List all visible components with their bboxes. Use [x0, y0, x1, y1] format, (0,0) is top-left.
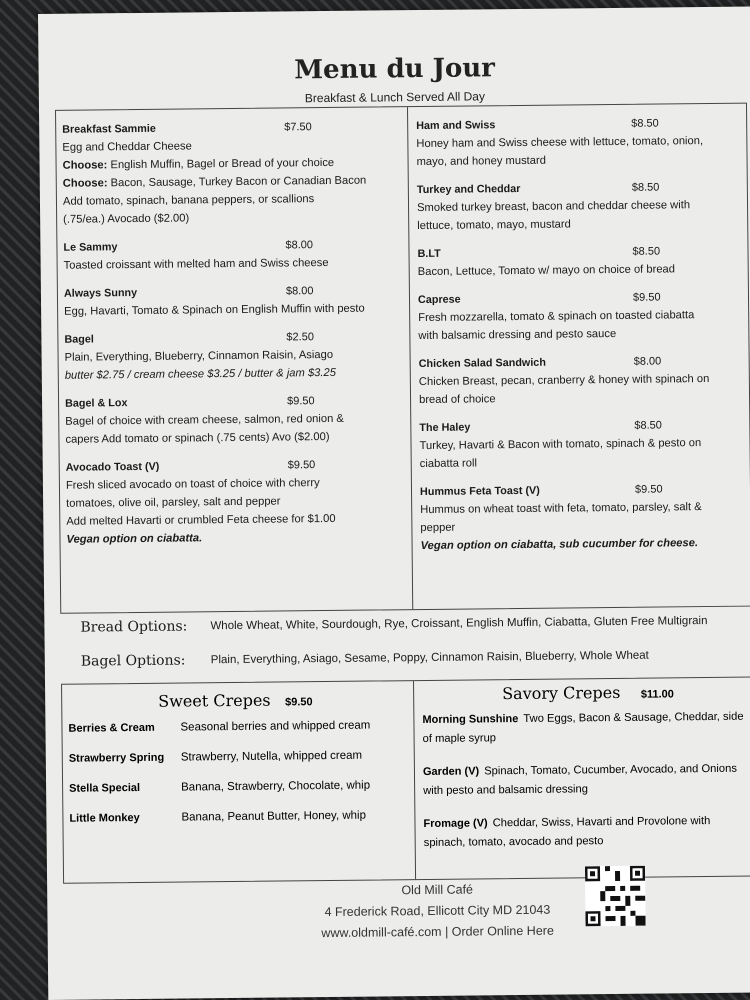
menu-item — [62, 117, 398, 229]
menu-item-name: The Haley — [419, 421, 471, 435]
sweet-crepes — [68, 689, 410, 843]
menu-item-description — [65, 363, 400, 385]
description-text: Egg and Cheddar Cheese — [62, 140, 192, 154]
sweet-crepe-item — [69, 779, 409, 795]
menu-item-description — [417, 214, 742, 235]
cafe-address: 4 Frederick Road, Ellicott City MD 21043 — [324, 902, 551, 920]
description-text: Vegan option on ciabatta, sub cucumber for cheese. — [420, 537, 699, 553]
menu-item-description — [63, 207, 398, 229]
menu-item-name: Hummus Feta Toast (V) — [419, 484, 540, 499]
menu-item — [418, 288, 744, 345]
crepe-name: Morning Sunshine — [422, 713, 519, 727]
description-text: mayo, and honey mustard — [416, 154, 546, 169]
menu-item — [65, 391, 401, 449]
savory-crepes — [422, 682, 749, 867]
menu-item-description — [420, 498, 745, 519]
description-text: Fresh mozzarella, tomato & spinach on toasted ciabatta — [418, 309, 695, 325]
menu-item-price: $9.50 — [634, 483, 663, 496]
menu-item-price: $2.50 — [286, 331, 314, 344]
description-text: butter $2.75 / cream cheese $3.25 / butter & jam $3.25 — [64, 366, 336, 382]
crepe-description: Banana, Peanut Butter, Honey, whip — [181, 809, 367, 824]
description-text: with balsamic dressing and pesto sauce — [418, 327, 617, 343]
menu-item — [63, 235, 398, 275]
menu-item-name: Ham and Swiss — [416, 119, 496, 133]
crepe-name: Berries & Cream — [68, 721, 155, 735]
menu-item-description — [420, 452, 745, 473]
left-column — [62, 117, 402, 558]
crepe-description: Spinach, Tomato, Cucumber, Avocado, and Onions with pesto and balsamic dressing — [423, 762, 737, 798]
menu-item-price: $9.50 — [632, 291, 661, 304]
crepe-name: Little Monkey — [69, 811, 140, 825]
menu-item-name: Bagel & Lox — [65, 397, 128, 410]
menu-item — [420, 480, 746, 555]
menu-item-price: $9.50 — [287, 395, 315, 408]
description-text: Choose: — [62, 159, 108, 172]
menu-item-description — [419, 434, 744, 455]
crepe-description: Strawberry, Nutella, whipped cream — [180, 749, 363, 764]
menu-item — [64, 327, 400, 385]
description-text: Add melted Havarti or crumbled Feta cheese for $1.00 — [66, 512, 336, 528]
menu-item-name: Always Sunny — [63, 286, 138, 300]
crepe-description: Banana, Strawberry, Chocolate, whip — [181, 779, 371, 794]
menu-item — [417, 242, 742, 281]
menu-item-name: Avocado Toast (V) — [65, 460, 160, 474]
menu-item-name: Chicken Salad Sandwich — [418, 356, 546, 371]
bagel-options-label: Bagel Options: — [80, 652, 186, 670]
menu-item-name: Le Sammy — [63, 241, 118, 254]
menu-item-description — [419, 370, 744, 391]
menu-item-price: $9.50 — [287, 459, 316, 472]
menu-item-price: $8.00 — [285, 239, 314, 252]
menu-item-name: Bagel — [64, 333, 94, 346]
sweet-crepe-item — [69, 749, 409, 765]
savory-crepes-title: Savory Crepes — [502, 682, 621, 704]
description-text: Plain, Everything, Blueberry, Cinnamon Raisin, Asiago — [64, 348, 334, 364]
description-text: Vegan option on ciabatta. — [66, 532, 203, 546]
description-text: pepper — [420, 521, 456, 535]
description-text: Smoked turkey breast, bacon and cheddar cheese with — [416, 199, 691, 215]
description-text: Fresh sliced avocado on toast of choice with cherry — [65, 477, 320, 492]
bagel-options-value: Plain, Everything, Asiago, Sesame, Poppy, Cinnamon Raisin, Blueberry, Whole Wheat — [210, 649, 649, 667]
menu-item — [419, 352, 745, 409]
crepe-name: Strawberry Spring — [68, 751, 165, 765]
sweet-crepes-title: Sweet Crepes — [158, 690, 271, 711]
menu-item — [66, 455, 402, 549]
description-text: Bacon, Sausage, Turkey Bacon or Canadian Bacon — [107, 174, 367, 190]
description-text: Egg, Havarti, Tomato & Spinach on English Muffin with pesto — [64, 302, 365, 318]
bread-options — [60, 613, 750, 636]
sweet-crepes-price: $9.50 — [285, 696, 313, 709]
menu-item-description — [66, 527, 401, 549]
menu-item-description — [420, 534, 745, 555]
bread-options-value: Whole Wheat, White, Sourdough, Rye, Croissant, English Muffin, Ciabatta, Gluten Free Multigrain — [210, 615, 708, 633]
cafe-name: Old Mill Café — [401, 882, 474, 898]
description-text: Choose: — [62, 177, 108, 190]
description-text: English Muffin, Bagel or Bread of your choice — [107, 156, 335, 172]
menu-item-description — [63, 171, 398, 193]
savory-crepe-item — [423, 760, 748, 801]
menu-item-description — [416, 132, 741, 153]
menu-item-name: Breakfast Sammie — [62, 122, 156, 136]
menu-item-description — [64, 299, 399, 321]
description-text: tomatoes, olive oil, parsley, salt and pepper — [66, 495, 281, 510]
menu-item — [417, 178, 743, 235]
menu-item-name: Caprese — [417, 293, 461, 307]
menu-item-price: $8.50 — [631, 181, 660, 194]
crepe-description: Seasonal berries and whipped cream — [180, 719, 371, 734]
description-text: lettuce, tomato, mayo, mustard — [417, 218, 571, 233]
cafe-website[interactable]: www.oldmill-café.com | Order Online Here — [321, 923, 554, 941]
menu-item — [64, 281, 399, 321]
description-text: Chicken Breast, pecan, cranberry & honey with spinach on — [418, 372, 710, 389]
menu-item-name: Turkey and Cheddar — [416, 182, 521, 197]
description-text: Hummus on wheat toast with feta, tomato, parsley, salt & — [420, 501, 702, 517]
description-text: Bacon, Lettuce, Tomato w/ mayo on choice of bread — [417, 263, 676, 279]
description-text: Add tomato, spinach, banana peppers, or scallions — [62, 193, 315, 208]
crepe-name: Fromage (V) — [423, 817, 488, 831]
menu-item-price: $8.00 — [285, 285, 314, 298]
crepes-box — [61, 677, 750, 884]
description-text: Bagel of choice with cream cheese, salmon, red onion & — [65, 412, 344, 428]
right-column — [416, 114, 746, 565]
menu-item-price: $8.50 — [632, 245, 661, 258]
description-text: Toasted croissant with melted ham and Swiss cheese — [63, 256, 329, 272]
savory-crepes-price: $11.00 — [640, 688, 674, 701]
description-text: bread of choice — [419, 393, 496, 407]
menu-item-price: $7.50 — [284, 121, 312, 134]
menu-item — [416, 114, 742, 171]
menu-item-price: $8.00 — [633, 355, 662, 368]
menu-item — [419, 416, 745, 473]
crepe-description: Two Eggs, Bacon & Sausage, Cheddar, side of maple syrup — [422, 710, 744, 746]
description-text: capers Add tomato or spinach (.75 cents) Avo ($2.00) — [65, 430, 330, 446]
bread-options-label: Bread Options: — [80, 618, 188, 636]
savory-crepe-item — [422, 708, 747, 749]
menu-subtitle: Breakfast & Lunch Served All Day — [304, 89, 486, 106]
menu-item-description — [418, 260, 743, 281]
crepe-name: Stella Special — [69, 781, 141, 795]
crepe-name: Garden (V) — [422, 765, 480, 779]
crepe-description: Cheddar, Swiss, Havarti and Provolone with spinach, tomato, avocado and pesto — [423, 815, 711, 850]
description-text: Turkey, Havarti & Bacon with tomato, spinach & pesto on — [419, 437, 702, 453]
menu-item-description — [418, 324, 743, 345]
qr-code-icon[interactable] — [585, 866, 646, 927]
menu-item-name: B.LT — [417, 247, 441, 261]
savory-crepe-item — [423, 812, 748, 853]
main-menu-box — [55, 103, 750, 614]
sweet-crepe-item — [68, 719, 408, 735]
menu-paper — [38, 7, 750, 1000]
description-text: Honey ham and Swiss cheese with lettuce, tomato, onion, — [416, 135, 704, 151]
menu-item-price: $8.50 — [634, 419, 662, 432]
description-text: (.75/ea.) Avocado ($2.00) — [63, 212, 190, 226]
description-text: ciabatta roll — [419, 457, 478, 471]
menu-item-description — [64, 253, 399, 275]
menu-item-description — [419, 388, 744, 409]
menu-title: Menu du Jour — [294, 53, 496, 86]
bagel-options — [61, 647, 750, 670]
menu-item-description — [416, 150, 741, 171]
menu-item-price: $8.50 — [631, 117, 659, 130]
sweet-crepe-item — [69, 809, 409, 825]
footer — [287, 878, 588, 944]
menu-item-description — [65, 427, 400, 449]
